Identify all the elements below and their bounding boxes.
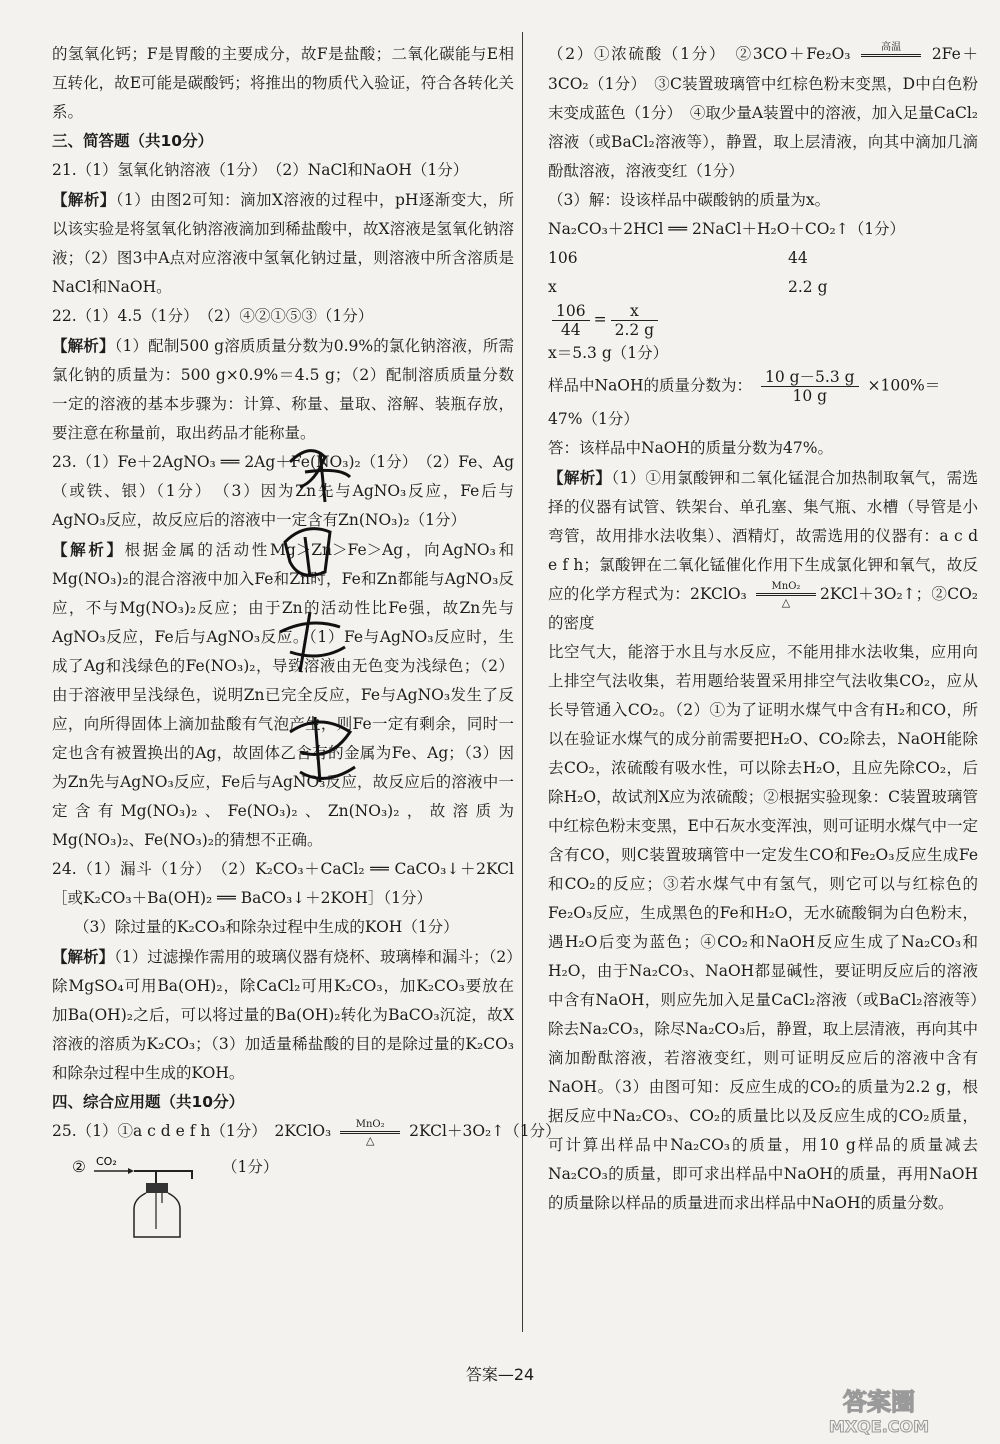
final-answer: 答：该样品中NaOH的质量分数为47%。 [548, 438, 833, 457]
mass-co2: 2.2 g [788, 277, 828, 296]
percent-result: 47%（1分） [548, 409, 639, 428]
catalyst-label: MnO₂ [771, 581, 801, 592]
mass-fraction-num: 10 g－5.3 g [761, 368, 859, 387]
heat-symbol: △ [365, 1133, 375, 1147]
q25-part2-text: （2）①浓硫酸（1分） ②3CO＋Fe₂O₃ [548, 45, 851, 63]
q25-analysis-products: 2KCl＋3O₂↑；②CO₂的密度 [548, 584, 978, 632]
mass-fraction-tail: ×100%＝ [867, 376, 941, 394]
ratio-left-num: 106 [552, 302, 590, 321]
ratio-right-den: 2.2 g [614, 320, 655, 339]
watermark-title: 答案圈 [843, 1388, 915, 1416]
ratio-left-den: 44 [560, 320, 581, 339]
analysis-tag: 【解析】 [52, 190, 116, 209]
q25-part2-rest: （1分） ③C装置玻璃管中红棕色粉末变黑，D中白色粉末变成蓝色（1分） ④取少量A装置中的溶液，加入足量CaCl₂溶液（或BaCl₂溶液等），静置，取上层清液，向其中滴加几滴酚酞溶液，溶液变红（1分） [548, 74, 978, 180]
ratio-equation: $\frac{106}{44}$ = $\frac{x}{2.2 g}$ [548, 302, 978, 339]
reaction-condition [861, 41, 921, 70]
q24-answer-3: （3）除过量的K₂CO₃和除杂过程中生成的KOH（1分） [74, 918, 459, 936]
q23-analysis [52, 535, 514, 855]
molar-mass-1: 106 [548, 248, 578, 267]
q22-analysis [52, 331, 514, 448]
catalyst-label: MnO₂ [355, 1118, 385, 1130]
x-value: x＝5.3 g（1分） [548, 343, 669, 362]
mass-fraction-line [548, 368, 978, 405]
analysis-tag: 【解析】 [52, 947, 115, 966]
empty-condition [861, 57, 921, 70]
ratio-right-num: x [611, 302, 659, 321]
page-number: 答案—24 [465, 1365, 535, 1384]
q25-analysis-1 [548, 463, 978, 639]
section-3-heading: 三、简答题（共10分） [52, 132, 214, 150]
q25-answer-1 [52, 1117, 561, 1147]
q25-part1: 25.（1）①a c d e f h（1分） 2KClO₃ [52, 1122, 332, 1140]
analysis-tag: 【解析】 [548, 467, 612, 487]
q21-analysis [52, 185, 514, 302]
neutralization-equation: Na₂CO₃＋2HCl ══ 2NaCl＋H₂O＋CO₂↑（1分） [548, 219, 906, 238]
q21-analysis-text: （1）由图2可知：滴加X溶液的过程中，pH逐渐变大，所以该实验是将氢氧化钠溶液滴加到稀盐酸中，故X溶液是氢氧化钠溶液；（2）图3中A点对应溶液中氢氧化钠过量，则溶液中所含溶质是NaCl和NaOH。 [52, 191, 514, 296]
left-column [52, 40, 561, 1239]
right-column [548, 40, 978, 1218]
q22-answer: 22.（1）4.5（1分） （2）④②①⑤③（1分） [52, 307, 374, 325]
mass-row [548, 273, 978, 302]
q21-answer: 21.（1）氢氧化钠溶液（1分） （2）NaCl和NaOH（1分） [52, 161, 469, 179]
q25-part2-score: （1分） [222, 1157, 279, 1176]
q25-part3-intro: （3）解：设该样品中碳酸钠的质量为x。 [548, 190, 831, 209]
analysis-tag: 【解析】 [52, 540, 125, 559]
high-temp-label: 高温 [881, 41, 902, 53]
watermark-logo [794, 1384, 964, 1436]
intro-text: 的氢氧化钙；F是胃酸的主要成分，故F是盐酸；二氧化碳能与E相互转化，故E可能是碳酸钙；将推出的物质代入验证，符合各转化关系。 [52, 45, 514, 121]
molar-mass-row [548, 244, 978, 273]
q25-analysis-2: 比空气大，能溶于水且与水反应，不能用排水法收集，应用向上排空气法收集，若用题给装置采用排空气法收集CO₂，应从长导管通入CO₂。（2）①为了证明水煤气中含有H₂和CO，所以在验证水煤气的成分前需要把H₂O、CO₂除去，NaOH能除去CO₂，浓硫酸有吸水性，可以除去H₂O，且应先除CO₂，后除H₂O，故试剂X应为浓硫酸；②根据实验现象：C装置玻璃管中红棕色粉末变黑，E中石灰水变浑浊，则可证明水煤气中一定含有CO，则C装置玻璃管中一定发生CO和Fe₂O₃反应生成Fe和CO₂的反应；③若水煤气中有氢气，则它可以与红棕色的Fe₂O₃反应，生成黑色的Fe和H₂O，无水硫酸铜为白色粉末，遇H₂O后变为蓝色；④CO₂和NaOH反应生成了Na₂CO₃和H₂O，由于Na₂CO₃、NaOH都显碱性，要证明反应后的溶液中含有NaOH，则应先加入足量CaCl₂溶液（或BaCl₂溶液等）除去Na₂CO₃，除尽Na₂CO₃后，静置，取上层清液，再向其中滴加酚酞溶液，若溶液变红，则可证明反应后的溶液中含有NaOH。（3）由图可知：反应生成的CO₂的质量为2.2 g，根据反应中Na₂CO₃、CO₂的质量比以及反应生成的CO₂质量，可计算出样品中Na₂CO₃的质量，用10 g样品的质量减去Na₂CO₃的质量，即可求出样品中NaOH的质量，再用NaOH的质量除以样品的质量进而求出样品中NaOH的质量分数。 [548, 643, 978, 1212]
q25-answer-2 [548, 40, 978, 186]
gas-collection-apparatus [72, 1153, 514, 1239]
mass-x: x [548, 277, 557, 296]
mass-fraction-den: 10 g [792, 386, 828, 405]
q24-answer: 24.（1）漏斗（1分） （2）K₂CO₃＋CaCl₂ ══ CaCO₃↓＋2KCl［或K₂CO₃＋Ba(OH)₂ ══ BaCO₃↓＋2KOH］（1分） [52, 860, 514, 907]
section-4-heading: 四、综合应用题（共10分） [52, 1093, 245, 1111]
molar-mass-2: 44 [788, 248, 808, 267]
heat-symbol: △ [781, 596, 791, 609]
q25-part2-products: 2Fe＋3CO₂ [548, 45, 978, 93]
reaction-condition [340, 1118, 400, 1147]
gas-bottle-diagram [94, 1153, 234, 1239]
q25-products: 2KCl＋3O₂↑（1分） [409, 1122, 561, 1140]
mass-fraction-label: 样品中NaOH的质量分数为： [548, 376, 753, 394]
mass-fraction [761, 368, 859, 405]
watermark-url: MXQE.COM [828, 1417, 930, 1436]
q22-analysis-text: （1）配制500 g溶质质量分数为0.9%的氯化钠溶液，所需氯化钠的质量为：500 g×0.9%＝4.5 g；（2）配制溶质质量分数一定的溶液的基本步骤为：计算、称量、量取、溶解、装瓶存放，要注意在称量前，取出药品才能称量。 [52, 337, 514, 442]
q25-part2-label: ② [72, 1157, 86, 1176]
reaction-condition [756, 580, 816, 609]
ratio-right [611, 302, 659, 339]
ratio-left [552, 302, 590, 339]
q23-answer: 23.（1）Fe＋2AgNO₃ ══ 2Ag＋Fe(NO₃)₂（1分） （2）Fe、Ag（或铁、银）（1分） （3）因为Zn先与AgNO₃反应，Fe后与AgNO₃反应，故反应后的溶液中一定含有Zn(NO₃)₂（1分） [52, 453, 514, 529]
q24-analysis [52, 942, 514, 1088]
q23-analysis-text: 根据金属的活动性Mg＞Zn＞Fe＞Ag，向AgNO₃和Mg(NO₃)₂的混合溶液中加入Fe和Zn时，Fe和Zn都能与AgNO₃反应，不与Mg(NO₃)₂反应；由于Zn的活动性比Fe强，故Zn先与AgNO₃反应，Fe后与AgNO₃反应。（1）Fe与AgNO₃反应时，生成了Ag和浅绿色的Fe(NO₃)₂，导致溶液由无色变为浅绿色；（2）由于溶液甲呈浅绿色，说明Zn已完全反应，Fe与AgNO₃发生了反应，向所得固体上滴加盐酸有气泡产生，则Fe一定有剩余，同时一定也含有被置换出的Ag，故固体乙含有的金属为Fe、Ag；（3）因为Zn先与AgNO₃反应，Fe后与AgNO₃反应，故反应后的溶液中一定含有Mg(NO₃)₂、Fe(NO₃)₂、Zn(NO₃)₂，故溶质为Mg(NO₃)₂、Fe(NO₃)₂的猜想不正确。 [52, 541, 514, 849]
q24-analysis-text: （1）过滤操作需用的玻璃仪器有烧杯、玻璃棒和漏斗；（2）除MgSO₄可用Ba(OH)₂，除CaCl₂可用K₂CO₃，加K₂CO₃要放在加Ba(OH)₂之后，可以将过量的Ba(OH)₂转化为BaCO₃沉淀，故X溶液的溶质为K₂CO₃；（3）加适量稀盐酸的目的是除过量的K₂CO₃和除杂过程中生成的KOH。 [52, 948, 514, 1082]
co2-label: CO₂ [96, 1154, 117, 1168]
q25-analysis-text-1: （1）①用氯酸钾和二氧化锰混合加热制取氧气，需选择的仪器有试管、铁架台、单孔塞、集气瓶、水槽（导管是小弯管，故用排水法收集）、酒精灯，故需选用的仪器有：a c d e f h；氯酸钾在二氧化锰催化作用下生成氯化钾和氧气，故反应的化学方程式为：2KClO₃ [548, 468, 978, 603]
analysis-tag: 【解析】 [52, 336, 115, 355]
